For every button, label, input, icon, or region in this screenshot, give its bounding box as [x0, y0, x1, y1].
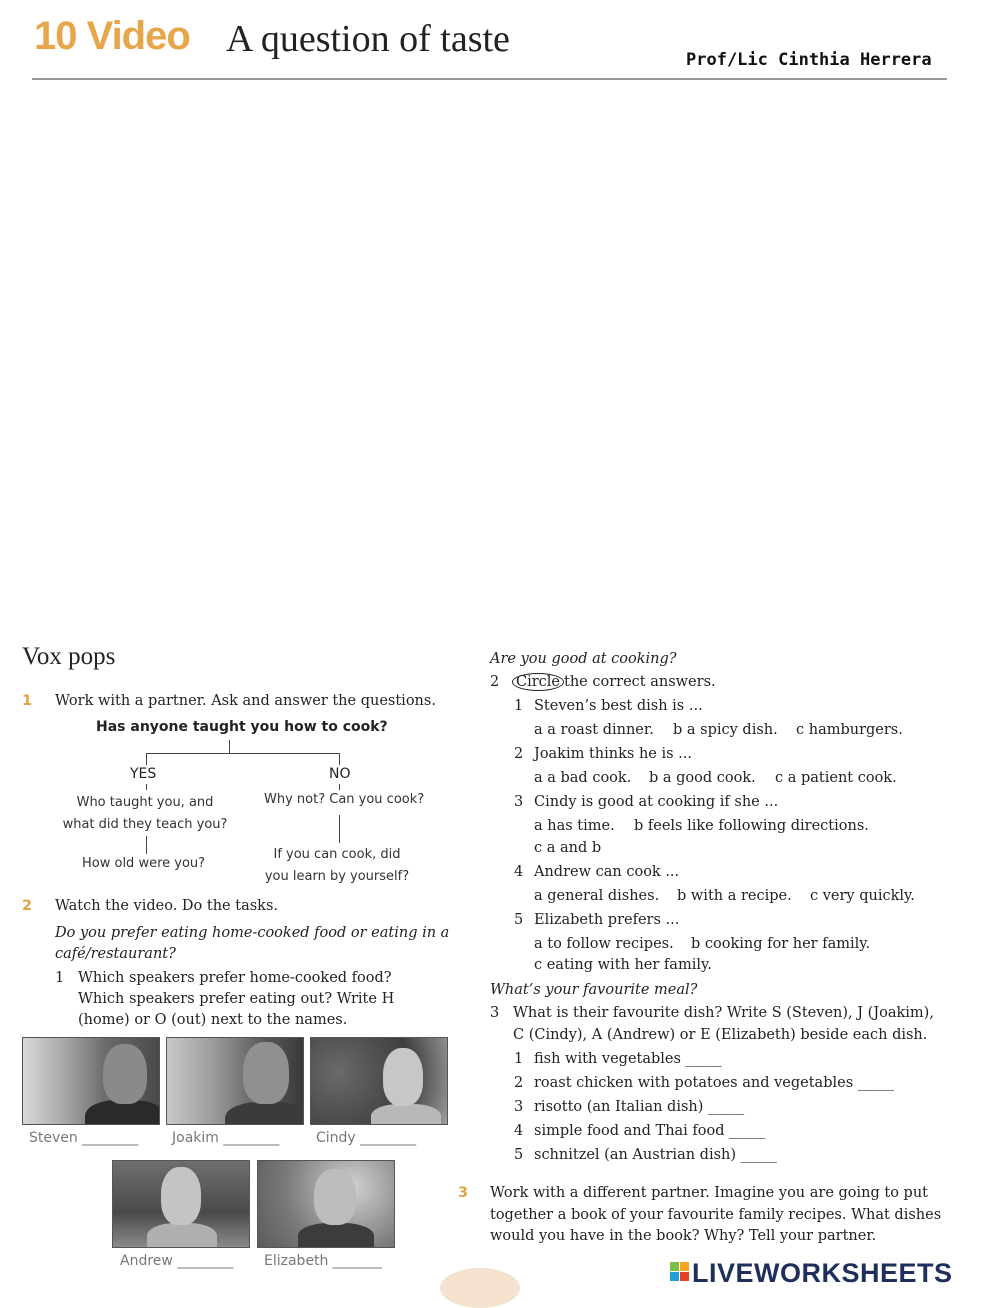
item-1-stem: Steven’s best dish is ... [534, 698, 703, 714]
item-2-option-a[interactable]: a a bad cook. [534, 770, 632, 786]
task3-line3: would you have in the book? Why? Tell your partner. [490, 1228, 877, 1244]
flow-no-q2-line2: you learn by yourself? [264, 869, 410, 884]
decorative-arc [440, 1268, 520, 1308]
dish-5[interactable]: schnitzel (an Austrian dish) _____ [534, 1147, 777, 1163]
speaker-photo-andrew [112, 1160, 250, 1248]
item-1-option-c[interactable]: c hamburgers. [796, 722, 903, 738]
speaker-photo-joakim [166, 1037, 304, 1125]
sub3-number: 3 [490, 1005, 500, 1021]
speaker-photo-elizabeth [257, 1160, 395, 1248]
caption-joakim [172, 1130, 279, 1146]
meal-heading: What’s your favourite meal? [490, 982, 698, 998]
item-3-option-b[interactable]: b feels like following directions. [634, 818, 869, 834]
speaker-name-joakim: Joakim [172, 1130, 219, 1146]
author-name: Prof/Lic Cinthia Herrera [686, 50, 932, 70]
flow-no: NO [329, 766, 351, 782]
flow-yes-question-1 [40, 792, 250, 836]
item-1-option-b[interactable]: b a spicy dish. [673, 722, 778, 738]
sub3-line1: What is their favourite dish? Write S (Steven), J (Joakim), [513, 1005, 934, 1021]
task1-instruction: Work with a partner. Ask and answer the questions. [55, 693, 436, 709]
task2-instruction: Watch the video. Do the tasks. [55, 898, 278, 914]
flow-connector [146, 753, 147, 765]
sub2-instruction [512, 672, 716, 693]
flow-yes-question-2: How old were you? [82, 856, 206, 871]
item-4-stem: Andrew can cook ... [534, 864, 680, 880]
item-1-number: 1 [514, 698, 524, 714]
dish-1-number: 1 [514, 1051, 524, 1067]
flow-yes: YES [130, 766, 157, 782]
sub2-instruction-rest: the correct answers. [564, 674, 716, 690]
task2-sub1-line3: (home) or O (out) next to the names. [78, 1012, 348, 1028]
caption-steven [29, 1130, 138, 1146]
flow-connector [146, 753, 340, 754]
speaker-name-cindy: Cindy [316, 1130, 356, 1146]
item-5-option-a[interactable]: a to follow recipes. [534, 936, 674, 952]
answer-blank-cindy[interactable]: ________ [360, 1130, 417, 1146]
flow-connector [339, 753, 340, 765]
answer-blank-steven[interactable]: ________ [82, 1130, 139, 1146]
item-3-number: 3 [514, 794, 524, 810]
item-2-stem: Joakim thinks he is ... [534, 746, 692, 762]
item-4-number: 4 [514, 864, 524, 880]
flow-connector [229, 740, 230, 753]
task1-number: 1 [22, 693, 33, 709]
item-5-stem: Elizabeth prefers ... [534, 912, 680, 928]
item-5-option-b[interactable]: b cooking for her family. [691, 936, 871, 952]
item-5-number: 5 [514, 912, 524, 928]
task2-sub1-line2: Which speakers prefer eating out? Write H [78, 991, 395, 1007]
flow-no-question-2 [252, 844, 422, 888]
item-3-option-c[interactable]: c a and b [534, 840, 602, 856]
task2-sub1-number: 1 [55, 970, 65, 986]
page-title: A question of taste [226, 18, 510, 60]
task3-line1: Work with a different partner. Imagine you are going to put [490, 1185, 929, 1201]
liveworksheets-logo-icon [670, 1262, 690, 1282]
flow-no-q2-line1: If you can cook, did [273, 847, 401, 862]
unit-number: 10 Video [34, 14, 190, 58]
caption-cindy [316, 1130, 416, 1146]
sub3-line2: C (Cindy), A (Andrew) or E (Elizabeth) beside each dish. [513, 1027, 928, 1043]
dish-5-number: 5 [514, 1147, 524, 1163]
answer-blank-joakim[interactable]: ________ [223, 1130, 280, 1146]
item-4-option-c[interactable]: c very quickly. [810, 888, 915, 904]
flow-yes-q1-line1: Who taught you, and [76, 795, 214, 810]
task2-question-line2: café/restaurant? [55, 946, 176, 962]
dish-2[interactable]: roast chicken with potatoes and vegetables _____ [534, 1075, 894, 1091]
answer-blank-andrew[interactable]: ________ [177, 1253, 234, 1269]
speaker-photo-steven [22, 1037, 160, 1125]
item-3-stem: Cindy is good at cooking if she ... [534, 794, 779, 810]
flow-connector [146, 784, 147, 790]
caption-andrew [120, 1253, 233, 1269]
dish-2-number: 2 [514, 1075, 524, 1091]
task2-sub1-line1: Which speakers prefer home-cooked food? [78, 970, 392, 986]
circle-word: Circle [512, 673, 564, 691]
sub2-number: 2 [490, 674, 500, 690]
task2-number: 2 [22, 898, 33, 914]
header-divider [32, 78, 947, 80]
speaker-name-andrew: Andrew [120, 1253, 173, 1269]
liveworksheets-logo: LIVEWORKSHEETS [692, 1258, 953, 1288]
item-4-option-a[interactable]: a general dishes. [534, 888, 660, 904]
item-3-option-a[interactable]: a has time. [534, 818, 615, 834]
item-4-option-b[interactable]: b with a recipe. [677, 888, 792, 904]
caption-elizabeth [264, 1253, 382, 1269]
dish-4-number: 4 [514, 1123, 524, 1139]
speaker-name-steven: Steven [29, 1130, 78, 1146]
dish-4[interactable]: simple food and Thai food _____ [534, 1123, 766, 1139]
right-question-heading: Are you good at cooking? [490, 651, 677, 667]
section-title: Vox pops [22, 643, 116, 670]
task2-question-line1: Do you prefer eating home-cooked food or eating in a [55, 925, 450, 941]
item-2-option-b[interactable]: b a good cook. [649, 770, 756, 786]
flow-no-question-1: Why not? Can you cook? [264, 792, 425, 807]
answer-blank-elizabeth[interactable]: _______ [332, 1253, 382, 1269]
speaker-photo-cindy [310, 1037, 448, 1125]
flow-connector [339, 815, 340, 843]
dish-1[interactable]: fish with vegetables _____ [534, 1051, 722, 1067]
dish-3[interactable]: risotto (an Italian dish) _____ [534, 1099, 745, 1115]
task3-number: 3 [458, 1185, 469, 1201]
speaker-name-elizabeth: Elizabeth [264, 1253, 329, 1269]
item-1-option-a[interactable]: a a roast dinner. [534, 722, 654, 738]
item-2-option-c[interactable]: c a patient cook. [775, 770, 897, 786]
item-2-number: 2 [514, 746, 524, 762]
dish-3-number: 3 [514, 1099, 524, 1115]
flow-connector [146, 836, 147, 854]
item-5-option-c[interactable]: c eating with her family. [534, 957, 712, 973]
flow-top-question: Has anyone taught you how to cook? [96, 719, 388, 735]
flow-yes-q1-line2: what did they teach you? [62, 817, 228, 832]
flow-connector [339, 784, 340, 790]
task3-line2: together a book of your favourite family recipes. What dishes [490, 1207, 942, 1223]
